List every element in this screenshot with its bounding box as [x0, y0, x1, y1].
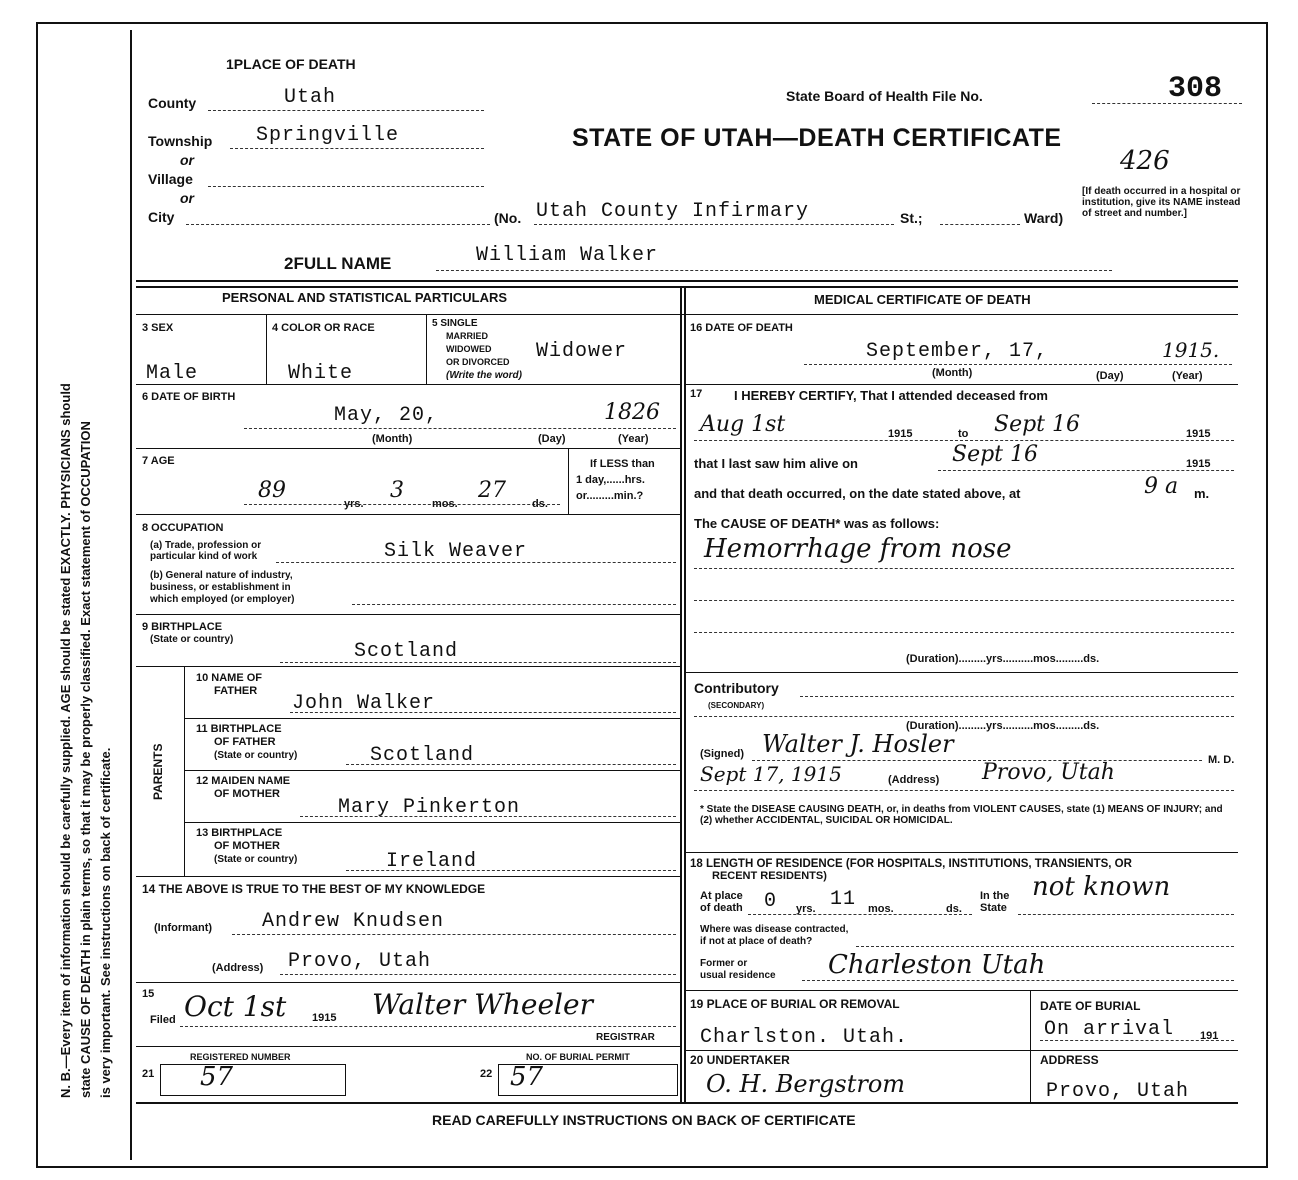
occupation-b-line-3: which employed (or employer): [150, 594, 295, 605]
duration-secondary: (Duration).........yrs..........mos.........ds.: [906, 720, 1100, 732]
institution-note: [If death occurred in a hospital or institution, give its NAME instead of street and number.]: [1082, 186, 1241, 219]
less-than-label-1: If LESS than: [590, 458, 655, 470]
side-note-line-1: N. B.—Every item of information should be carefully supplied. AGE should be stated EXACTLY. PHYSICIANS should: [58, 383, 73, 1098]
sex-value: Male: [146, 362, 199, 385]
true-statement-label: 14 THE ABOVE IS TRUE TO THE BEST OF MY KNOWLEDGE: [142, 882, 486, 896]
burial-place-label: 19 PLACE OF BURIAL OR REMOVAL: [690, 997, 900, 1011]
item-15-number: 15: [142, 988, 155, 1000]
marital-label-widowed: WIDOWED: [446, 344, 492, 354]
in-state-label-2: State: [980, 902, 1007, 914]
birthplace-label: 9 BIRTHPLACE: [142, 621, 223, 633]
meridiem-label: m.: [1194, 486, 1210, 501]
column-divider: [680, 286, 682, 1102]
mother-birthplace-label-2: OF MOTHER: [214, 840, 280, 852]
filed-year: 1915: [312, 1012, 337, 1024]
dod-day-caption: (Day): [1096, 370, 1124, 382]
certificate-title: STATE OF UTAH—DEATH CERTIFICATE: [572, 124, 1062, 152]
residence-ds-caption: ds.: [946, 903, 962, 915]
contracted-label-2: if not at place of death?: [700, 936, 813, 947]
burial-date-label: DATE OF BURIAL: [1040, 999, 1141, 1013]
less-than-label-2: 1 day,......hrs.: [576, 474, 645, 486]
burial-permit-value: 57: [510, 1062, 544, 1092]
undertaker-label: 20 UNDERTAKER: [690, 1053, 790, 1067]
certify-statement: I HEREBY CERTIFY, That I attended deceased from: [734, 388, 1048, 403]
birthplace-value: Scotland: [354, 640, 459, 663]
dob-year: 1826: [604, 400, 660, 425]
dob-month-caption: (Month): [372, 433, 413, 445]
full-name-value: William Walker: [476, 244, 659, 267]
village-label: Village: [148, 171, 193, 187]
burial-place-value: Charlston. Utah.: [700, 1026, 909, 1049]
to-label: to: [958, 428, 969, 440]
or-label-1: or: [180, 152, 194, 168]
informant-address-value: Provo, Utah: [288, 950, 432, 973]
father-name-label-2: FATHER: [214, 685, 258, 697]
burial-permit-label: NO. OF BURIAL PERMIT: [526, 1052, 630, 1062]
dod-month-caption: (Month): [932, 367, 973, 379]
physician-address-label: (Address): [888, 774, 940, 786]
dob-year-caption: (Year): [618, 433, 649, 445]
item-21-number: 21: [142, 1068, 155, 1080]
residence-label-1: 18 LENGTH OF RESIDENCE (FOR HOSPITALS, INSTITUTIONS, TRANSIENTS, OR: [690, 858, 1132, 870]
contracted-label-1: Where was disease contracted,: [700, 924, 849, 935]
or-label-2: or: [180, 190, 194, 206]
father-birthplace-value: Scotland: [370, 744, 475, 767]
last-saw-date: Sept 16: [952, 442, 1039, 467]
township-label: Township: [148, 133, 213, 149]
at-place-label-2: of death: [700, 902, 743, 914]
dod-year-caption: (Year): [1172, 370, 1203, 382]
birthplace-sub-label: (State or country): [150, 634, 234, 645]
md-label: M. D.: [1208, 754, 1235, 766]
township-value: Springville: [256, 124, 400, 147]
father-birthplace-label-1: 11 BIRTHPLACE: [196, 723, 282, 735]
father-birthplace-label-2: OF FATHER: [214, 736, 276, 748]
sex-label: 3 SEX: [142, 322, 174, 334]
attended-from-year: 1915: [888, 428, 913, 440]
dob-label: 6 DATE OF BIRTH: [142, 391, 236, 403]
attended-from-date: Aug 1st: [700, 412, 786, 437]
attended-to-year: 1915: [1186, 428, 1211, 440]
undertaker-signature: O. H. Bergstrom: [706, 1070, 906, 1098]
file-no-value: 308: [1168, 72, 1223, 106]
marital-label-married: MARRIED: [446, 331, 488, 341]
item-22-number: 22: [480, 1068, 493, 1080]
mother-birthplace-value: Ireland: [386, 850, 478, 873]
parents-label: PARENTS: [151, 743, 165, 800]
former-residence-value: Charleston Utah: [828, 950, 1046, 980]
file-no-label: State Board of Health File No.: [786, 88, 983, 104]
footer-instructions: READ CAREFULLY INSTRUCTIONS ON BACK OF CERTIFICATE: [432, 1112, 856, 1128]
undertaker-address-label: ADDRESS: [1040, 1053, 1099, 1067]
age-years: 89: [258, 478, 286, 503]
city-label: City: [148, 209, 175, 225]
father-name-label-1: 10 NAME OF: [196, 672, 263, 684]
ward-label: Ward): [1024, 210, 1064, 226]
color-race-value: White: [288, 362, 354, 385]
occupation-value: Silk Weaver: [384, 540, 528, 563]
personal-section-title: PERSONAL AND STATISTICAL PARTICULARS: [222, 290, 508, 305]
burial-year: 191: [1200, 1030, 1219, 1042]
last-saw-year: 1915: [1186, 458, 1211, 470]
side-divider: [130, 30, 132, 1160]
duration-primary: (Duration).........yrs..........mos.........ds.: [906, 653, 1100, 665]
undertaker-address-value: Provo, Utah: [1046, 1080, 1190, 1103]
last-saw-label: that I last saw him alive on: [694, 456, 858, 471]
registrar-signature: Walter Wheeler: [372, 988, 593, 1021]
medical-section-title: MEDICAL CERTIFICATE OF DEATH: [814, 292, 1031, 307]
father-name-value: John Walker: [292, 692, 436, 715]
dob-day-caption: (Day): [538, 433, 566, 445]
father-birthplace-label-3: (State or country): [214, 750, 298, 761]
age-ds-caption: ds.: [532, 498, 548, 510]
occupation-a-line-1: (a) Trade, profession or: [150, 540, 262, 551]
registrar-label: REGISTRAR: [596, 1032, 655, 1043]
street-no-label: (No.: [494, 210, 522, 226]
filed-date: Oct 1st: [184, 990, 287, 1023]
dod-label: 16 DATE OF DEATH: [690, 322, 793, 334]
dod-year: 1915.: [1162, 338, 1220, 362]
age-days: 27: [478, 478, 506, 503]
side-note-line-2: state CAUSE OF DEATH in plain terms, so that it may be properly classified. Exact statement of OCCUPATION: [78, 421, 93, 1098]
full-name-label: 2FULL NAME: [284, 254, 392, 273]
physician-signature: Walter J. Hosler: [762, 730, 954, 758]
physician-address-value: Provo, Utah: [982, 760, 1115, 785]
secondary-label: (SECONDARY): [708, 701, 765, 710]
street-label: St.;: [900, 210, 923, 226]
institution-value: Utah County Infirmary: [536, 200, 810, 223]
handwritten-number: 426: [1120, 146, 1170, 176]
mother-name-value: Mary Pinkerton: [338, 796, 521, 819]
age-mos-caption: mos.: [432, 498, 458, 510]
age-label: 7 AGE: [142, 455, 175, 467]
former-residence-label-1: Former or: [700, 958, 748, 969]
former-residence-label-2: usual residence: [700, 970, 776, 981]
residence-yrs-caption: yrs.: [796, 903, 816, 915]
in-state-value: not known: [1032, 872, 1171, 902]
color-race-label: 4 COLOR OR RACE: [272, 322, 375, 334]
item-17-number: 17: [690, 388, 703, 400]
mother-name-label-2: OF MOTHER: [214, 788, 280, 800]
county-label: County: [148, 95, 197, 111]
informant-address-label: (Address): [212, 962, 264, 974]
attended-to-date: Sept 16: [994, 412, 1081, 437]
registered-number-box: [160, 1064, 346, 1096]
informant-label: (Informant): [154, 922, 213, 934]
contributory-label: Contributory: [694, 680, 779, 696]
residence-mos-caption: mos.: [868, 903, 894, 915]
filed-label: Filed: [150, 1014, 176, 1026]
side-note-line-3: is very important. See instructions on back of certificate.: [98, 747, 113, 1098]
age-months: 3: [390, 478, 404, 503]
burial-date-value: On arrival: [1044, 1018, 1175, 1041]
registered-number-value: 57: [200, 1062, 234, 1092]
occupation-a-line-2: particular kind of work: [150, 551, 258, 562]
cause-footnote: * State the DISEASE CAUSING DEATH, or, in deaths from VIOLENT CAUSES, state (1) MEANS OF INJURY; and (2) whether ACCIDENTAL, SUICIDAL OR HOMICIDAL.: [700, 804, 1223, 826]
county-value: Utah: [284, 86, 337, 109]
death-time: 9 a: [1144, 474, 1179, 499]
age-yrs-caption: yrs.: [344, 498, 364, 510]
marital-label-divorced: OR DIVORCED: [446, 357, 510, 367]
marital-value: Widower: [536, 340, 628, 363]
marital-label-single: 5 SINGLE: [432, 318, 478, 329]
dod-value: September, 17,: [866, 340, 1049, 363]
at-place-label-1: At place: [700, 890, 743, 902]
mother-birthplace-label-1: 13 BIRTHPLACE: [196, 827, 283, 839]
dob-month-day: May, 20,: [334, 404, 439, 427]
informant-value: Andrew Knudsen: [262, 910, 445, 933]
residence-months: 11: [830, 888, 857, 911]
mother-name-label-1: 12 MAIDEN NAME: [196, 775, 291, 787]
residence-label-2: RECENT RESIDENTS): [712, 870, 827, 882]
registered-number-label: REGISTERED NUMBER: [190, 1052, 291, 1062]
occupation-label: 8 OCCUPATION: [142, 522, 224, 534]
mother-birthplace-label-3: (State or country): [214, 854, 298, 865]
cause-of-death-label: The CAUSE OF DEATH* was as follows:: [694, 516, 940, 531]
death-occurred-label: and that death occurred, on the date stated above, at: [694, 486, 1021, 501]
place-of-death-label: 1PLACE OF DEATH: [226, 56, 356, 72]
physician-sign-date: Sept 17, 1915: [700, 762, 842, 786]
occupation-b-line-2: business, or establishment in: [150, 582, 291, 593]
in-state-label-1: In the: [980, 890, 1010, 902]
cause-of-death-value: Hemorrhage from nose: [704, 534, 1012, 564]
signed-label: (Signed): [700, 748, 744, 760]
less-than-label-3: or.........min.?: [576, 490, 644, 502]
residence-years: 0: [764, 890, 778, 913]
marital-label-write: (Write the word): [446, 370, 522, 381]
occupation-b-line-1: (b) General nature of industry,: [150, 570, 293, 581]
